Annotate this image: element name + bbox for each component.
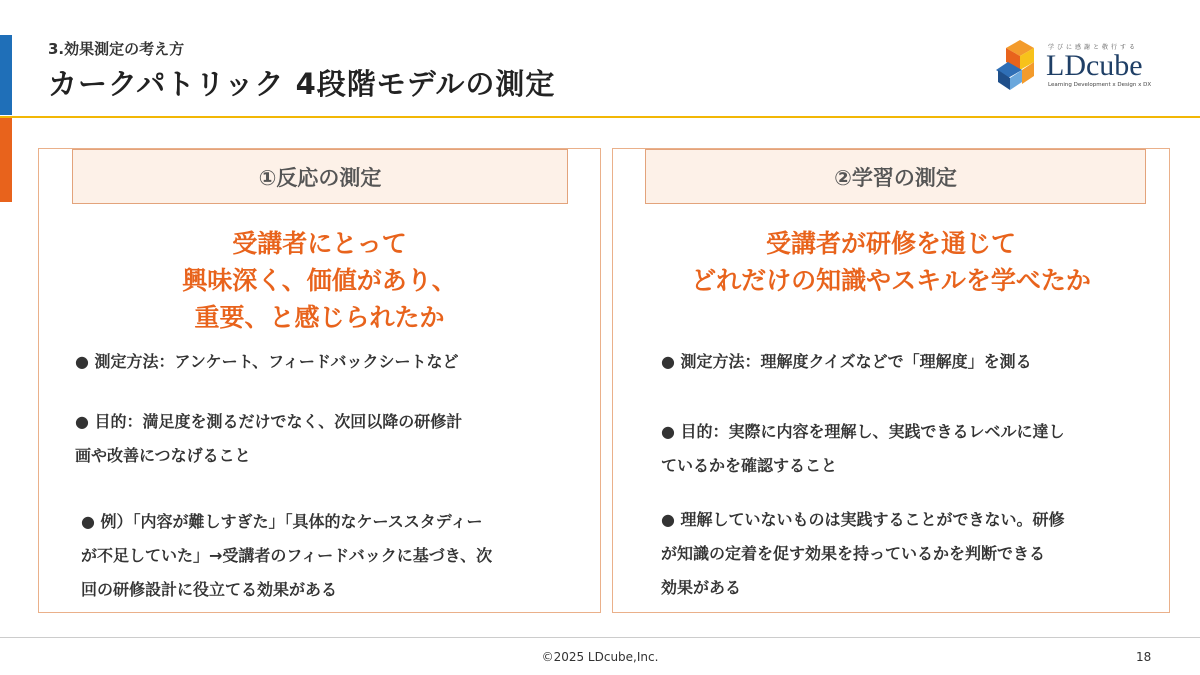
title-divider [0,116,1200,118]
headline-line: どれだけの知識やスキルを学べたか [691,266,1091,295]
bullet-line: ● 測定方法：アンケート、フィードバックシートなど [75,352,459,371]
headline-line: 重要、と感じられたか [194,303,445,332]
card-headline [39,225,600,336]
bullet-line: ているかを確認すること [661,456,838,475]
accent-bar-blue [0,35,12,115]
bullet-line: が知識の定着を促す効果を持っているかを判断できる [661,544,1046,563]
bullet-note [661,503,1141,605]
card-learning [612,148,1170,613]
cube-logo-icon [996,38,1044,94]
page-title: カークパトリック 4段階モデルの測定 [48,67,556,101]
bullet-line: 画や改善につなげること [75,446,251,465]
headline-line: 興味深く、価値があり、 [182,266,457,295]
bullet-line: ● 理解していないものは実践することができない。研修 [661,510,1065,529]
page-number: 18 [1136,650,1152,664]
bullet-line: ● 目的：実際に内容を理解し、実践できるレベルに達し [661,422,1065,441]
card-header-reaction: ①反応の測定 [72,149,568,204]
headline-line: 受講者にとって [232,229,407,258]
bullet-example [81,505,561,607]
logo-wordmark: LDcube [1046,49,1143,82]
copyright-text: ©2025 LDcube,Inc. [541,650,659,664]
bullet-method [75,345,555,379]
bullet-purpose [661,415,1141,483]
accent-bar-orange [0,118,12,202]
ldcube-logo [996,38,1156,94]
bullet-method [661,345,1141,379]
section-label: 3.効果測定の考え方 [48,40,185,58]
logo-subline: Learning Development x Design x DX [1048,82,1152,88]
bullet-line: ● 目的：満足度を測るだけでなく、次回以降の研修計 [75,412,463,431]
bullet-line: 回の研修設計に役立てる効果がある [81,580,338,599]
bullet-line: 効果がある [661,578,742,597]
logo-tagline: 学びに感謝と敬行する [1048,44,1139,51]
card-headline [613,225,1169,299]
headline-line: 受講者が研修を通じて [765,229,1016,258]
footer-divider [0,637,1200,638]
card-header-learning: ②学習の測定 [645,149,1146,204]
bullet-line: が不足していた」→受講者のフィードバックに基づき、次 [81,546,493,565]
card-reaction [38,148,601,613]
bullet-line: ● 測定方法：理解度クイズなどで「理解度」を測る [661,352,1032,371]
bullet-purpose [75,405,555,473]
bullet-line: ● 例）「内容が難しすぎた」「具体的なケーススタディー [81,512,483,531]
